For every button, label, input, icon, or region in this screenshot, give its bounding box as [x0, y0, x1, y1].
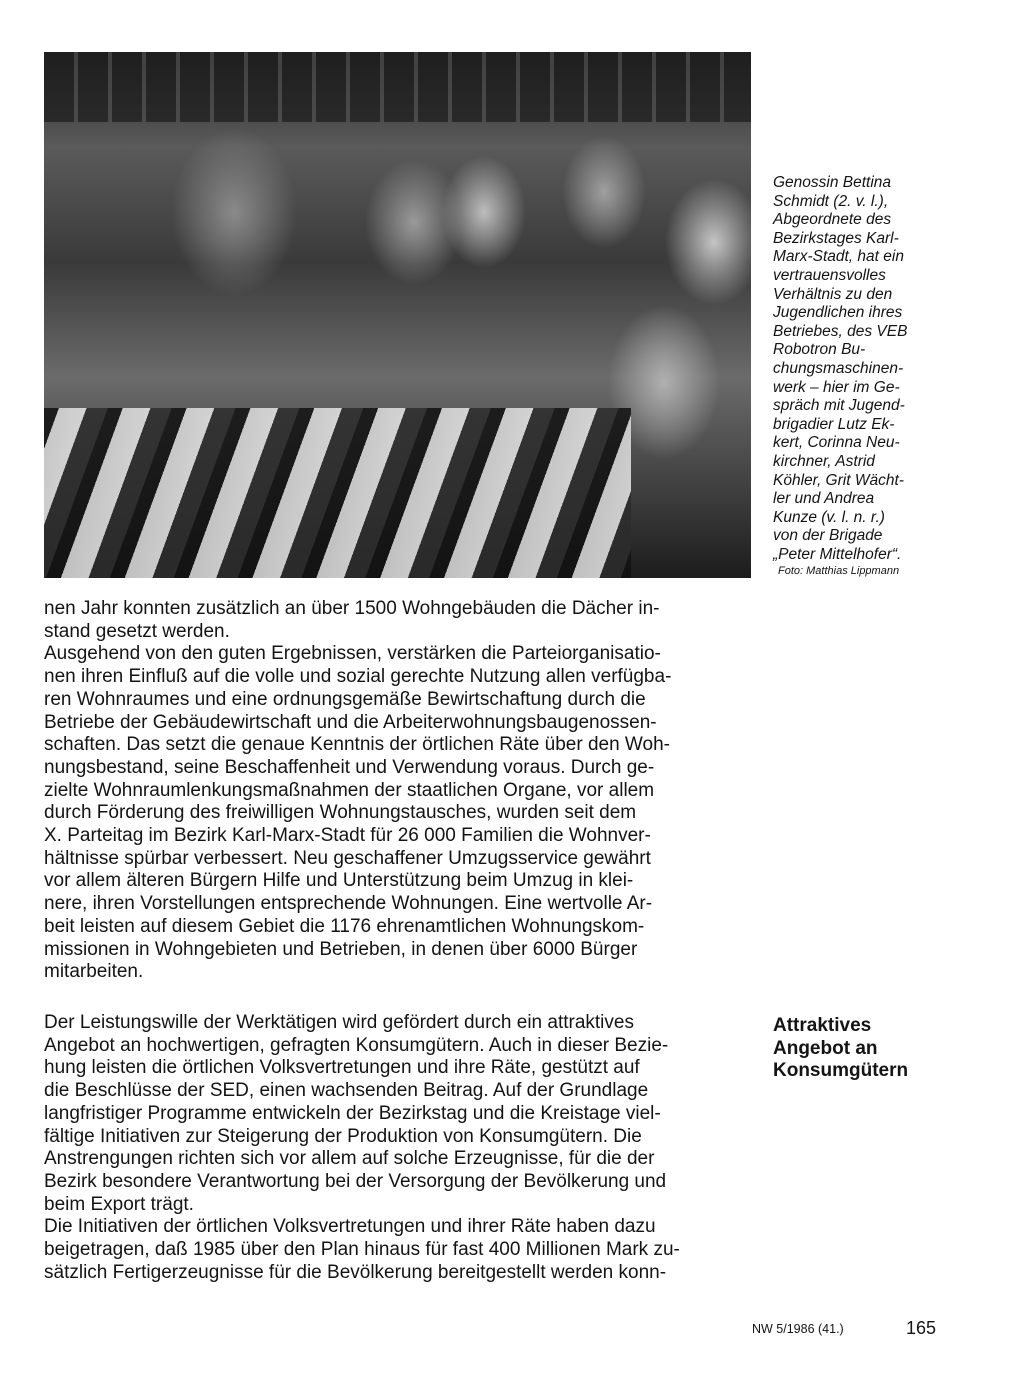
body-line: nen Jahr konnten zusätzlich an über 1500 Wohngebäuden die Dächer in-: [44, 598, 660, 619]
body-line: ren Wohnraumes und eine ordnungsgemäße Bewirtschaftung durch die: [44, 688, 646, 710]
caption-line: brigadier Lutz Ek-: [773, 415, 895, 433]
body-line: vor allem älteren Bürgern Hilfe und Unterstützung beim Umzug in klei-: [44, 870, 634, 892]
body-line: stand gesetzt werden.: [44, 620, 230, 642]
caption-line: Marx-Stadt, hat ein: [773, 248, 904, 266]
body-line: die Beschlüsse der SED, einen wachsenden Beitrag. Auf der Grundlage: [44, 1080, 649, 1102]
body-line: nere, ihren Vorstellungen entsprechende Wohnungen. Eine wertvolle Ar-: [44, 893, 653, 915]
caption-line: Köhler, Grit Wächt-: [773, 471, 904, 489]
body-line: X. Parteitag im Bezirk Karl-Marx-Stadt für 26 000 Familien die Wohnver-: [44, 825, 651, 847]
photo-ceiling-detail: [44, 52, 751, 122]
caption-line: spräch mit Jugend-: [773, 397, 905, 415]
body-line: nen ihren Einfluß auf die volle und sozial gerechte Nutzung allen verfügba-: [44, 666, 672, 688]
sidehead-line: Attraktives: [773, 1015, 872, 1036]
body-line: hältnisse spürbar verbessert. Neu geschaffener Umzugsservice gewährt: [44, 847, 651, 869]
photo-machines-detail: [44, 408, 631, 578]
photo-credit: Foto: Matthias Lippmann: [778, 565, 900, 577]
body-line: mitarbeiten.: [44, 961, 144, 983]
caption-line: Betriebes, des VEB: [773, 322, 908, 340]
body-line: Bezirk besondere Verantwortung bei der Versorgung der Bevölkerung und: [44, 1170, 667, 1192]
body-line: zielte Wohnraumlenkungsmaßnahmen der staatlichen Organe, vor allem: [44, 779, 655, 801]
body-line: beigetragen, daß 1985 über den Plan hinaus für fast 400 Millionen Mark zu-: [44, 1239, 680, 1261]
body-paragraph-block-2: [44, 1012, 744, 1284]
issue-reference: NW 5/1986 (41.): [752, 1322, 844, 1336]
body-line: beim Export trägt.: [44, 1193, 194, 1215]
caption-line: ler und Andrea: [773, 490, 875, 508]
body-line: schaften. Das setzt die genaue Kenntnis der örtlichen Räte über den Woh-: [44, 734, 670, 756]
caption-line: Bezirkstages Karl-: [773, 229, 899, 247]
page-number: 165: [906, 1318, 937, 1338]
body-line: Anstrengungen richten sich vor allem auf solche Erzeugnisse, für die der: [44, 1148, 655, 1170]
caption-line: kert, Corinna Neu-: [773, 434, 900, 452]
sidehead-line: Angebot an: [773, 1037, 878, 1059]
caption-line: vertrauensvolles: [773, 266, 886, 284]
body-line: hung leisten die örtlichen Volksvertretungen und ihre Räte, gestützt auf: [44, 1057, 640, 1079]
body-line: Angebot an hochwertigen, gefragten Konsumgütern. Auch in dieser Bezie-: [44, 1034, 669, 1056]
body-line: langfristiger Programme entwickeln der Bezirkstag und die Kreistage viel-: [44, 1102, 661, 1124]
caption-line: Jugendlichen ihres: [773, 304, 903, 322]
body-line: fältige Initiativen zur Steigerung der Produktion von Konsumgütern. Die: [44, 1125, 642, 1147]
body-line: beit leisten auf diesem Gebiet die 1176 ehrenamtlichen Wohnungskom-: [44, 915, 645, 937]
body-line: Der Leistungswille der Werktätigen wird gefördert durch ein attraktives: [44, 1012, 634, 1033]
body-line: Betriebe der Gebäudewirtschaft und die Arbeiterwohnungsbaugenossen-: [44, 711, 657, 733]
caption-line: kirchner, Astrid: [773, 452, 875, 470]
caption-line: Abgeordnete des: [773, 211, 892, 229]
caption-line: werk – hier im Ge-: [773, 378, 900, 396]
body-line: nungsbestand, seine Beschaffenheit und Verwendung voraus. Durch ge-: [44, 756, 655, 778]
body-line: Die Initiativen der örtlichen Volksvertretungen und ihrer Räte haben dazu: [44, 1216, 656, 1238]
section-sidehead: [773, 1015, 908, 1083]
body-line: sätzlich Fertigerzeugnisse für die Bevölkerung bereitgestellt werden konn-: [44, 1261, 667, 1283]
body-paragraph-block-1: [44, 598, 744, 984]
caption-line: chungsmaschinen-: [773, 359, 904, 377]
caption-line: Kunze (v. l. n. r.): [773, 508, 885, 526]
caption-line: Schmidt (2. v. l.),: [773, 192, 889, 210]
body-line: durch Förderung des freiwilligen Wohnungstausches, wurden seit dem: [44, 802, 637, 824]
sidehead-line: Konsumgütern: [773, 1060, 909, 1082]
caption-line: von der Brigade: [773, 527, 883, 545]
caption-line: Genossin Bettina: [773, 174, 892, 191]
caption-line: Verhältnis zu den: [773, 285, 893, 303]
caption-line: Robotron Bu-: [773, 341, 866, 359]
photo-caption: [773, 174, 973, 564]
caption-line: „Peter Mittelhofer“.: [773, 545, 902, 563]
article-photo: [44, 52, 751, 578]
body-line: Ausgehend von den guten Ergebnissen, verstärken die Parteiorganisatio-: [44, 643, 661, 665]
body-line: missionen in Wohngebieten und Betrieben, in denen über 6000 Bürger: [44, 938, 638, 960]
